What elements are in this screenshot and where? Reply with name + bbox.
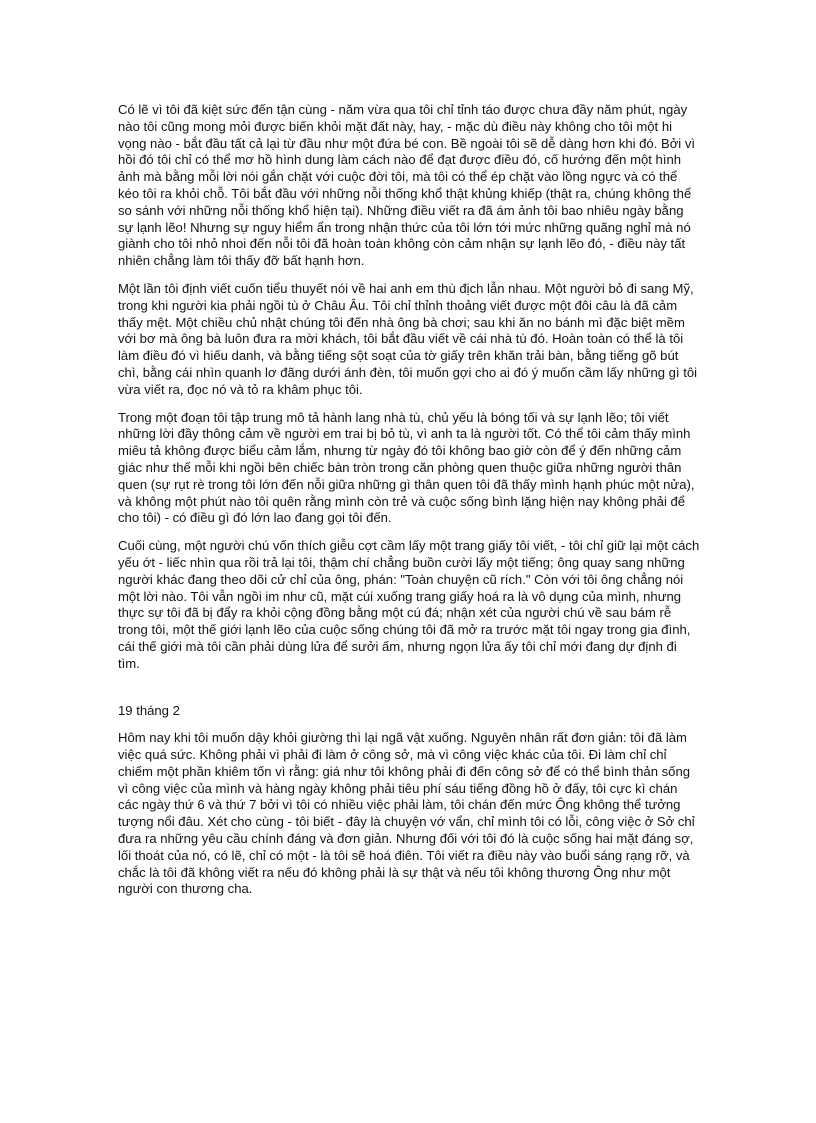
- document-page: [118, 102, 700, 909]
- paragraph-5: Hôm nay khi tôi muốn dậy khỏi giường thì lại ngã vật xuống. Nguyên nhân rất đơn giản: tôi đã làm việc quá sức. Không phải vì phải đi làm ở công sở, mà vì công việc khác của tôi. Đi làm chỉ chỉ chiếm một phần khiêm tốn vì rằng: giá như tôi không phải đi đến công sở để có thể bình thản sống vì công việc của mình và hàng ngày không phải tiêu phí sáu tiếng đồng hồ ở đấy, tôi cực kì chán các ngày thứ 6 và thứ 7 bởi vì tôi có nhiều việc phải làm, tôi chán đến mức Ông không thể tưởng tượng nổi đâu. Xét cho cùng - tôi biết - đây là chuyện vớ vẩn, chỉ mình tôi có lỗi, công việc ở Sở chỉ đưa ra những yêu cầu chính đáng và đơn giản. Nhưng đối với tôi đó là cuộc sống hai mặt đáng sợ, lối thoát của nó, có lẽ, chỉ có một - là tôi sẽ hoá điên. Tôi viết ra điều này vào buổi sáng rạng rỡ, và chắc là tôi đã không viết ra nếu đó không phải là sự thật và nếu tôi không thương Ông như một người con thương cha.: [118, 730, 695, 897]
- paragraph-3: Trong một đoạn tôi tập trung mô tả hành lang nhà tù, chủ yếu là bóng tối và sự lạnh lẽo; tôi viết những lời đầy thông cảm về người em trai bị bỏ tù, vì anh ta là người tốt. Có thể tôi cảm thấy mình miêu tả không được biểu cảm lắm, nhưng từ ngày đó tôi không bao giờ còn để ý đến những cảm giác như thế mỗi khi ngồi bên chiếc bàn tròn trong căn phòng quen thuộc giữa những người thân quen (sự rụt rè trong tôi lớn đến nỗi giữa những gì thân quen tôi đã thấy mình hạnh phúc một nửa), và không một phút nào tôi quên rằng mình còn trẻ và cuộc sống bình lặng hiện nay không phải để cho tôi) - có điều gì đó lớn lao đang gọi tôi đến.: [118, 409, 695, 526]
- date-heading: 19 tháng 2: [118, 702, 180, 718]
- paragraph-2: Một lần tôi định viết cuốn tiểu thuyết nói về hai anh em thù địch lẫn nhau. Một người bỏ đi sang Mỹ, trong khi người kia phải ngồi tù ở Châu Âu. Tôi chỉ thỉnh thoảng viết được một đôi câu là đã cảm thấy mệt. Một chiều chủ nhật chúng tôi đến nhà ông bà chơi; sau khi ăn no bánh mì đặc biệt mềm với bơ mà ông bà luôn đưa ra mời khách, tôi bắt đầu viết về cái nhà tù đó. Hoàn toàn có thể là tôi làm điều đó vì hiếu danh, và bằng tiếng sột soạt của tờ giấy trên khăn trải bàn, bằng tiếng gõ bút chì, bằng cái nhìn quanh lơ đãng dưới ánh đèn, tôi muốn gợi cho ai đó ý muốn cầm lấy những gì tôi vừa viết ra, đọc nó và tỏ ra khâm phục tôi.: [118, 280, 698, 397]
- paragraph-1: Có lẽ vì tôi đã kiệt sức đến tận cùng - năm vừa qua tôi chỉ tỉnh táo được chưa đầy năm phút, ngày nào tôi cũng mong mỏi được biến khỏi mặt đất này, hay, - mặc dù điều này không cho tôi một hi vọng nào - bắt đầu tất cả lại từ đầu như một đứa bé con. Bề ngoài tôi sẽ dễ dàng hơn khi đó. Bởi vì hồi đó tôi chỉ có thể mơ hồ hình dung làm cách nào để đạt được điều đó, cố hướng đến một hình ảnh mà bằng mỗi lời nói gắn chặt với cuộc đời tôi, mà tôi có thể ép chặt vào lồng ngực và có thể kéo tôi ra khỏi chỗ. Tôi bắt đầu với những nỗi thống khổ thật khủng khiếp (thật ra, chúng không thể so sánh với những nỗi thống khổ hiện tại). Những điều viết ra đã ám ảnh tôi bao nhiêu ngày bằng sự lạnh lẽo! Nhưng sự nguy hiểm ẩn trong nhận thức của tôi lớn tới mức những quãng nghỉ mà nó giành cho tôi nhỏ nhoi đến nỗi tôi đã hoàn toàn không còn cảm nhận sự lạnh lẽo đó, - điều này tất nhiên chẳng làm tôi thấy đỡ bất hạnh hơn.: [118, 102, 696, 269]
- paragraph-4: Cuối cùng, một người chú vốn thích giễu cợt cầm lấy một trang giấy tôi viết, - tôi chỉ giữ lại một cách yếu ớt - liếc nhìn qua rồi trả lại tôi, thậm chí chẳng buồn cười lấy một tiếng; ông quay sang những người khác đang theo dõi cử chỉ của ông, phán: "Toàn chuyện cũ rích." Còn với tôi ông chẳng nói một lời nào. Tôi vẫn ngồi im như cũ, mặt cúi xuống trang giấy hoá ra là vô dụng của mình, nhưng thực sự tôi đã bị đẩy ra khỏi cộng đồng bằng một cú đá; nhận xét của người chú về sau bám rễ trong tôi, một thế giới lạnh lẽo của cuộc sống chúng tôi đã mở ra trước mặt tôi ngay trong gia đình, cái thế giới mà tôi cần phải dùng lửa để sưởi ấm, nhưng ngọn lửa ấy tôi chỉ mới đang dự định đi tìm.: [118, 538, 700, 671]
